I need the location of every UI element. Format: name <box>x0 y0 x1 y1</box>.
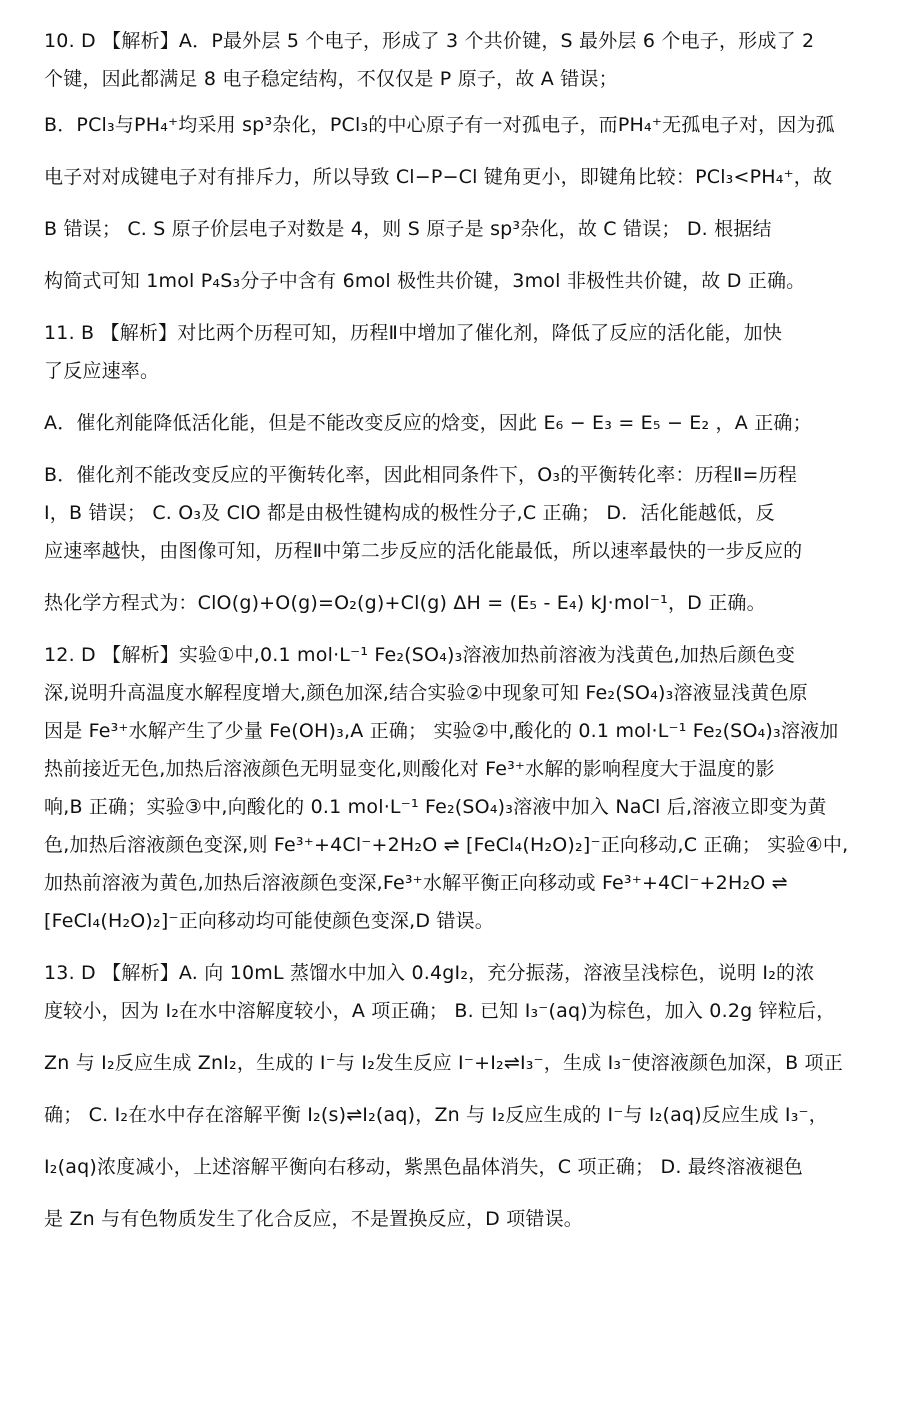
text-line: 热前接近无色,加热后溶液颜色无明显变化,则酸化对 Fe³⁺水解的影响程度大于温度的影 <box>44 758 775 780</box>
text-line: 响,B 正确；实验③中,向酸化的 0.1 mol·L⁻¹ Fe₂(SO₄)₃溶液中加入 NaCl 后,溶液立即变为黄 <box>44 796 827 818</box>
text-line: Zn 与 I₂反应生成 ZnI₂，生成的 I⁻与 I₂发生反应 I⁻+I₂⇌I₃⁻，生成 I₃⁻使溶液颜色加深，B 项正 <box>44 1052 843 1074</box>
text-line: 深,说明升高温度水解程度增大,颜色加深,结合实验②中现象可知 Fe₂(SO₄)₃溶液显浅黄色原 <box>44 682 808 704</box>
answer-document <box>44 26 864 1234</box>
text-line: 12. D 【解析】实验①中,0.1 mol·L⁻¹ Fe₂(SO₄)₃溶液加热前溶液为浅黄色,加热后颜色变 <box>44 644 796 666</box>
text-line: 电子对对成键电子对有排斥力，所以导致 Cl−P−Cl 键角更小，即键角比较：PCl₃<PH₄⁺，故 <box>44 166 833 188</box>
text-line: 色,加热后溶液颜色变深,则 Fe³⁺+4Cl⁻+2H₂O ⇌ [FeCl₄(H₂O)₂]⁻正向移动,C 正确； 实验④中, <box>44 834 849 856</box>
text-line: 13. D 【解析】A. 向 10mL 蒸馏水中加入 0.4gI₂，充分振荡，溶液呈浅棕色，说明 I₂的浓 <box>44 962 815 984</box>
text-line: Ⅰ，B 错误； C. O₃及 ClO 都是由极性键构成的极性分子,C 正确； D．活化能越低，反 <box>44 502 775 524</box>
text-line: 加热前溶液为黄色,加热后溶液颜色变深,Fe³⁺水解平衡正向移动或 Fe³⁺+4Cl⁻+2H₂O ⇌ <box>44 872 788 894</box>
text-line: 了反应速率。 <box>44 360 160 382</box>
text-line: 应速率越快，由图像可知，历程Ⅱ中第二步反应的活化能最低，所以速率最快的一步反应的 <box>44 540 803 562</box>
text-line: 是 Zn 与有色物质发生了化合反应，不是置换反应，D 项错误。 <box>44 1208 584 1230</box>
text-line: 确； C. I₂在水中存在溶解平衡 I₂(s)⇌I₂(aq)，Zn 与 I₂反应生成的 I⁻与 I₂(aq)反应生成 I₃⁻， <box>44 1104 828 1126</box>
text-line: 11. B 【解析】对比两个历程可知，历程Ⅱ中增加了催化剂，降低了反应的活化能，加快 <box>44 322 783 344</box>
text-line: 热化学方程式为：ClO(g)+O(g)=O₂(g)+Cl(g) ΔH = (E₅ - E₄) kJ·mol⁻¹，D 正确。 <box>44 592 766 614</box>
text-line: 10. D 【解析】A．P最外层 5 个电子，形成了 3 个共价键，S 最外层 6 个电子，形成了 2 <box>44 30 815 52</box>
text-line: 因是 Fe³⁺水解产生了少量 Fe(OH)₃,A 正确； 实验②中,酸化的 0.1 mol·L⁻¹ Fe₂(SO₄)₃溶液加 <box>44 720 839 742</box>
text-line: I₂(aq)浓度减小，上述溶解平衡向右移动，紫黑色晶体消失，C 项正确； D. 最终溶液褪色 <box>44 1156 804 1178</box>
text-line: 个键，因此都满足 8 电子稳定结构，不仅仅是 P 原子，故 A 错误； <box>44 68 618 90</box>
text-line: B 错误； C. S 原子价层电子对数是 4，则 S 原子是 sp³杂化，故 C 错误； D. 根据结 <box>44 218 772 240</box>
question-13-explanation <box>44 958 864 1234</box>
question-11-explanation <box>44 318 864 618</box>
text-line: 度较小，因为 I₂在水中溶解度较小，A 项正确； B. 已知 I₃⁻(aq)为棕色，加入 0.2g 锌粒后， <box>44 1000 836 1022</box>
text-line: 构简式可知 1mol P₄S₃分子中含有 6mol 极性共价键，3mol 非极性共价键，故 D 正确。 <box>44 270 806 292</box>
question-12-explanation <box>44 640 864 936</box>
text-line: [FeCl₄(H₂O)₂]⁻正向移动均可能使颜色变深,D 错误。 <box>44 910 495 932</box>
text-line: B．PCl₃与PH₄⁺均采用 sp³杂化，PCl₃的中心原子有一对孤电子，而PH₄⁺无孤电子对，因为孤 <box>44 114 835 136</box>
text-line: B．催化剂不能改变反应的平衡转化率，因此相同条件下，O₃的平衡转化率：历程Ⅱ=历程 <box>44 464 798 486</box>
question-10-explanation <box>44 26 864 296</box>
text-line: A．催化剂能降低活化能，但是不能改变反应的焓变，因此 E₆ − E₃ = E₅ − E₂ ，A 正确； <box>44 412 812 434</box>
